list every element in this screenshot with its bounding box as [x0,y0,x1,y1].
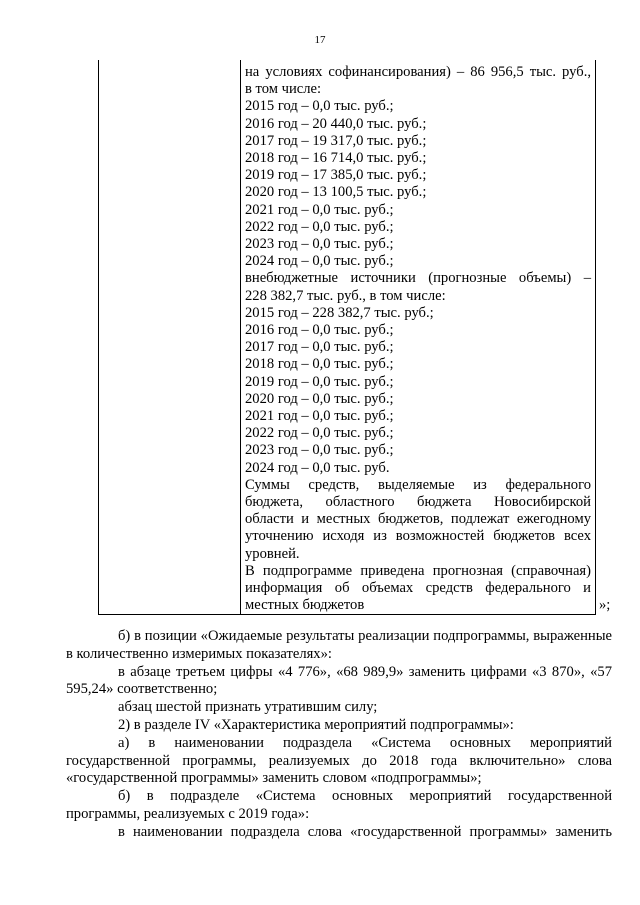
table-line: 2017 год – 0,0 тыс. руб.; [245,339,394,356]
table-line: 2015 год – 228 382,7 тыс. руб.; [245,304,434,321]
paragraph: б) в позиции «Ожидаемые результаты реализации подпрограммы, выраженные в количественно измеримых показателях»: [66,628,612,662]
page-number: 17 [314,34,326,46]
funding-cell [245,64,591,615]
table-line: бюджета, областного бюджета Новосибирской [245,494,591,511]
paragraph: б) в подразделе «Система основных мероприятий государственной программы, реализуемых с 2019 года»: [66,788,612,822]
paragraph: в абзаце третьем цифры «4 776», «68 989,9» заменить цифрами «3 870», «57 595,24» соответственно; [66,663,612,698]
table-line: Суммы средств, выделяемые из федерального [245,476,591,493]
table-line: В подпрограмме приведена прогнозная (справочная) [245,562,591,579]
table-line: на условиях софинансирования) – 86 956,5 тыс. руб., [245,64,591,80]
table-line: 2015 год – 0,0 тыс. руб.; [245,98,394,115]
table-line: 2024 год – 0,0 тыс. руб. [245,459,390,476]
body-text [66,628,612,842]
paragraph: абзац шестой признать утратившим силу; [118,699,378,716]
table-line: 2021 год – 0,0 тыс. руб.; [245,201,394,218]
table-line: 2019 год – 0,0 тыс. руб.; [245,373,394,390]
table-line: области и местных бюджетов, подлежат ежегодному [245,511,591,528]
table-line: 2019 год – 17 385,0 тыс. руб.; [245,167,427,184]
paragraph: 2) в разделе IV «Характеристика мероприятий подпрограммы»: [118,716,514,733]
table-line: 2023 год – 0,0 тыс. руб.; [245,442,394,459]
table-line: 2017 год – 19 317,0 тыс. руб.; [245,132,427,149]
program-passport-table [98,60,596,615]
table-line: в том числе: [245,81,322,98]
table-line: 2020 год – 13 100,5 тыс. руб.; [245,184,427,201]
table-line: 2016 год – 0,0 тыс. руб.; [245,322,394,339]
table-line: информация об объемах средств федерального и [245,580,591,597]
table-closing-quote: »; [599,597,611,613]
table-line: 2023 год – 0,0 тыс. руб.; [245,236,394,253]
table-line: 2022 год – 0,0 тыс. руб.; [245,425,394,442]
table-line: внебюджетные источники (прогнозные объемы) – [245,270,591,287]
table-line: 2021 год – 0,0 тыс. руб.; [245,408,394,425]
paragraph: а) в наименовании подраздела «Система основных мероприятий государственной программы, реализуемых до 2018 года включительно» слова «государственной программы» заменить словом «подпрограммы»; [66,734,612,787]
table-line: 2016 год – 20 440,0 тыс. руб.; [245,115,427,132]
table-line: 2018 год – 16 714,0 тыс. руб.; [245,150,427,167]
table-line: уровней. [245,545,300,562]
column-divider [240,60,241,614]
table-line: 2022 год – 0,0 тыс. руб.; [245,218,394,235]
paragraph: в наименовании подраздела слова «государственной программы» заменить [118,823,612,840]
table-line: 228 382,7 тыс. руб., в том числе: [245,287,446,304]
table-line: уточнению исходя из возможностей бюджетов всех [245,528,591,545]
table-line: местных бюджетов [245,597,365,614]
table-line: 2018 год – 0,0 тыс. руб.; [245,356,394,373]
table-line: 2020 год – 0,0 тыс. руб.; [245,390,394,407]
table-line: 2024 год – 0,0 тыс. руб.; [245,253,394,270]
